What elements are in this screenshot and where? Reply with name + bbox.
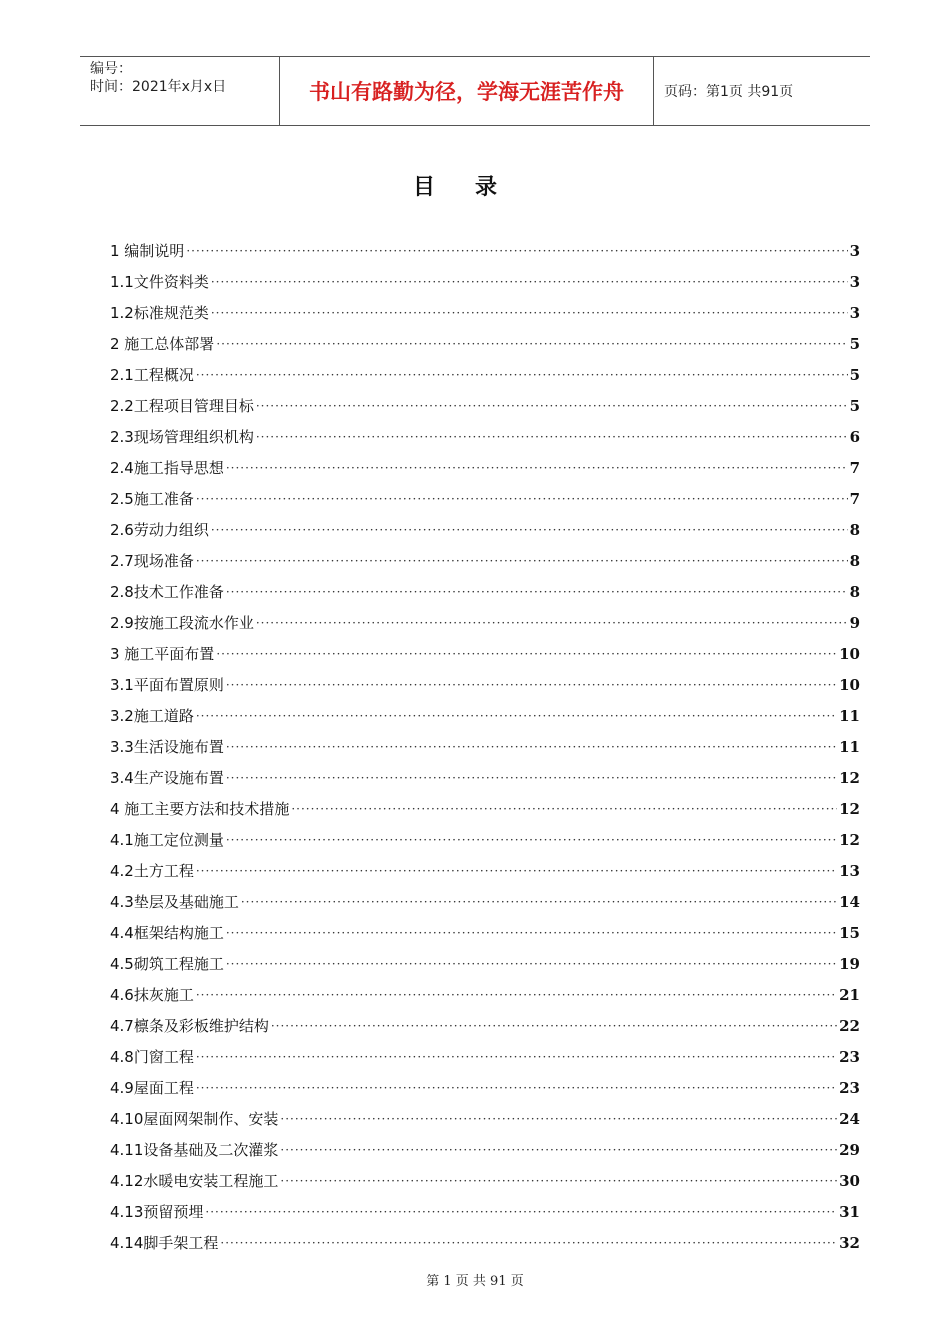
toc-entry-page: 30 xyxy=(839,1172,860,1190)
toc-entry-page: 8 xyxy=(849,583,860,601)
toc-entry[interactable] xyxy=(110,509,860,540)
toc-entry-label: 4.11设备基础及二次灌浆 xyxy=(110,1141,279,1159)
toc-entry[interactable] xyxy=(110,1160,860,1191)
toc-entry-label: 2 施工总体部署 xyxy=(110,335,215,353)
toc-entry-page: 12 xyxy=(839,769,860,787)
toc-entry[interactable] xyxy=(110,540,860,571)
toc-entry[interactable] xyxy=(110,447,860,478)
toc-leader-dots xyxy=(226,830,837,850)
toc-entry[interactable] xyxy=(110,695,860,726)
toc-entry-page: 8 xyxy=(849,521,860,539)
toc-entry-page: 5 xyxy=(849,366,860,384)
toc-entry-page: 14 xyxy=(839,893,860,911)
toc-entry-label: 2.1工程概况 xyxy=(110,366,194,384)
toc-entry-page: 23 xyxy=(839,1079,860,1097)
toc-entry[interactable] xyxy=(110,1067,860,1098)
toc-leader-dots xyxy=(216,334,847,354)
toc-entry-label: 4.14脚手架工程 xyxy=(110,1234,219,1252)
toc-entry[interactable] xyxy=(110,354,860,385)
toc-entry-label: 3.1平面布置原则 xyxy=(110,676,224,694)
toc-leader-dots xyxy=(256,613,848,633)
toc-entry-page: 8 xyxy=(849,552,860,570)
header-meta xyxy=(80,57,280,125)
toc-leader-dots xyxy=(226,923,837,943)
toc-entry[interactable] xyxy=(110,1191,860,1222)
toc-entry[interactable] xyxy=(110,1098,860,1129)
toc-entry-label: 2.7现场准备 xyxy=(110,552,194,570)
toc-leader-dots xyxy=(226,582,848,602)
toc-entry[interactable] xyxy=(110,292,860,323)
toc-entry-label: 4.8门窗工程 xyxy=(110,1048,194,1066)
toc-entry[interactable] xyxy=(110,788,860,819)
toc-entry-label: 4.7檩条及彩板维护结构 xyxy=(110,1017,269,1035)
toc-entry[interactable] xyxy=(110,943,860,974)
toc-leader-dots xyxy=(226,737,837,757)
toc-leader-dots xyxy=(211,520,848,540)
toc-entry-page: 11 xyxy=(839,738,860,756)
toc-entry-label: 4.12水暖电安装工程施工 xyxy=(110,1172,279,1190)
toc-leader-dots xyxy=(216,644,837,664)
toc-entry-label: 3.4生产设施布置 xyxy=(110,769,224,787)
toc-entry-page: 9 xyxy=(849,614,860,632)
toc-entry-page: 12 xyxy=(839,831,860,849)
toc-entry[interactable] xyxy=(110,633,860,664)
toc-entry-page: 23 xyxy=(839,1048,860,1066)
toc-entry-label: 4.5砌筑工程施工 xyxy=(110,955,224,973)
toc-leader-dots xyxy=(241,892,837,912)
toc-entry-label: 4.1施工定位测量 xyxy=(110,831,224,849)
toc-leader-dots xyxy=(205,1202,837,1222)
toc-entry-label: 4.13预留预埋 xyxy=(110,1203,204,1221)
toc-entry-label: 2.3现场管理组织机构 xyxy=(110,428,254,446)
toc-entry-page: 11 xyxy=(839,707,860,725)
toc-entry[interactable] xyxy=(110,664,860,695)
toc-leader-dots xyxy=(256,396,848,416)
toc-entry-label: 2.2工程项目管理目标 xyxy=(110,397,254,415)
toc-leader-dots xyxy=(280,1171,837,1191)
toc-entry[interactable] xyxy=(110,819,860,850)
toc-entry-label: 3 施工平面布置 xyxy=(110,645,215,663)
toc-entry-page: 5 xyxy=(849,335,860,353)
toc-entry[interactable] xyxy=(110,385,860,416)
toc-entry-page: 7 xyxy=(849,490,860,508)
table-of-contents xyxy=(110,230,860,1253)
toc-leader-dots xyxy=(256,427,848,447)
toc-entry[interactable] xyxy=(110,478,860,509)
toc-entry[interactable] xyxy=(110,416,860,447)
toc-entry-page: 19 xyxy=(839,955,860,973)
toc-entry[interactable] xyxy=(110,912,860,943)
toc-entry-page: 3 xyxy=(849,304,860,322)
toc-entry[interactable] xyxy=(110,974,860,1005)
toc-entry-label: 4.2土方工程 xyxy=(110,862,194,880)
toc-entry-label: 3.2施工道路 xyxy=(110,707,194,725)
toc-entry-page: 32 xyxy=(839,1234,860,1252)
toc-leader-dots xyxy=(226,675,837,695)
toc-entry-page: 31 xyxy=(839,1203,860,1221)
toc-entry-label: 4.9屋面工程 xyxy=(110,1079,194,1097)
toc-leader-dots xyxy=(226,954,837,974)
toc-entry-page: 13 xyxy=(839,862,860,880)
toc-leader-dots xyxy=(291,799,837,819)
toc-leader-dots xyxy=(280,1109,837,1129)
toc-leader-dots xyxy=(211,303,848,323)
toc-entry[interactable] xyxy=(110,1005,860,1036)
toc-entry-page: 3 xyxy=(849,242,860,260)
page-footer: 第 1 页 共 91 页 xyxy=(426,1274,524,1289)
toc-entry-page: 5 xyxy=(849,397,860,415)
header-page-info: 页码：第1页 共91页 xyxy=(664,84,794,100)
toc-leader-dots xyxy=(196,489,848,509)
toc-entry-page: 29 xyxy=(839,1141,860,1159)
toc-entry[interactable] xyxy=(110,230,860,261)
toc-entry-label: 4 施工主要方法和技术措施 xyxy=(110,800,290,818)
toc-entry-page: 3 xyxy=(849,273,860,291)
document-number-label: 编号： xyxy=(90,61,132,77)
toc-entry-page: 22 xyxy=(839,1017,860,1035)
toc-entry[interactable] xyxy=(110,1222,860,1253)
toc-entry-label: 4.4框架结构施工 xyxy=(110,924,224,942)
toc-entry-label: 2.9按施工段流水作业 xyxy=(110,614,254,632)
toc-entry[interactable] xyxy=(110,726,860,757)
toc-entry-label: 1.2标准规范类 xyxy=(110,304,209,322)
toc-entry-page: 24 xyxy=(839,1110,860,1128)
toc-entry[interactable] xyxy=(110,571,860,602)
toc-leader-dots xyxy=(211,272,848,292)
toc-entry-page: 15 xyxy=(839,924,860,942)
toc-entry[interactable] xyxy=(110,850,860,881)
toc-leader-dots xyxy=(196,551,848,571)
toc-leader-dots xyxy=(196,985,837,1005)
toc-leader-dots xyxy=(196,1047,837,1067)
page-header xyxy=(80,56,870,126)
toc-entry[interactable] xyxy=(110,602,860,633)
toc-entry-label: 2.8技术工作准备 xyxy=(110,583,224,601)
toc-leader-dots xyxy=(186,241,847,261)
toc-entry-page: 21 xyxy=(839,986,860,1004)
toc-leader-dots xyxy=(220,1233,837,1253)
toc-leader-dots xyxy=(196,706,837,726)
toc-entry-page: 6 xyxy=(849,428,860,446)
toc-entry-page: 7 xyxy=(849,459,860,477)
document-time-label: 时间：2021年x月x日 xyxy=(90,79,227,95)
toc-entry-label: 1.1文件资料类 xyxy=(110,273,209,291)
toc-entry-page: 12 xyxy=(839,800,860,818)
page-title: 目录 xyxy=(412,175,537,200)
toc-leader-dots xyxy=(226,458,848,478)
toc-leader-dots xyxy=(226,768,837,788)
toc-leader-dots xyxy=(271,1016,837,1036)
toc-entry-page: 10 xyxy=(839,645,860,663)
toc-leader-dots xyxy=(196,365,848,385)
toc-entry[interactable] xyxy=(110,1036,860,1067)
toc-leader-dots xyxy=(280,1140,837,1160)
toc-entry-label: 4.6抹灰施工 xyxy=(110,986,194,1004)
toc-leader-dots xyxy=(196,861,837,881)
toc-entry-label: 4.3垫层及基础施工 xyxy=(110,893,239,911)
toc-entry-label: 1 编制说明 xyxy=(110,242,185,260)
toc-entry-label: 4.10屋面网架制作、安装 xyxy=(110,1110,279,1128)
toc-entry[interactable] xyxy=(110,261,860,292)
toc-entry-label: 2.5施工准备 xyxy=(110,490,194,508)
toc-leader-dots xyxy=(196,1078,837,1098)
header-motto: 书山有路勤为径，学海无涯苦作舟 xyxy=(280,57,654,125)
toc-entry-label: 2.6劳动力组织 xyxy=(110,521,209,539)
toc-entry-label: 2.4施工指导思想 xyxy=(110,459,224,477)
toc-entry[interactable] xyxy=(110,1129,860,1160)
toc-entry[interactable] xyxy=(110,757,860,788)
toc-entry-page: 10 xyxy=(839,676,860,694)
toc-entry-label: 3.3生活设施布置 xyxy=(110,738,224,756)
toc-entry[interactable] xyxy=(110,881,860,912)
toc-entry[interactable] xyxy=(110,323,860,354)
